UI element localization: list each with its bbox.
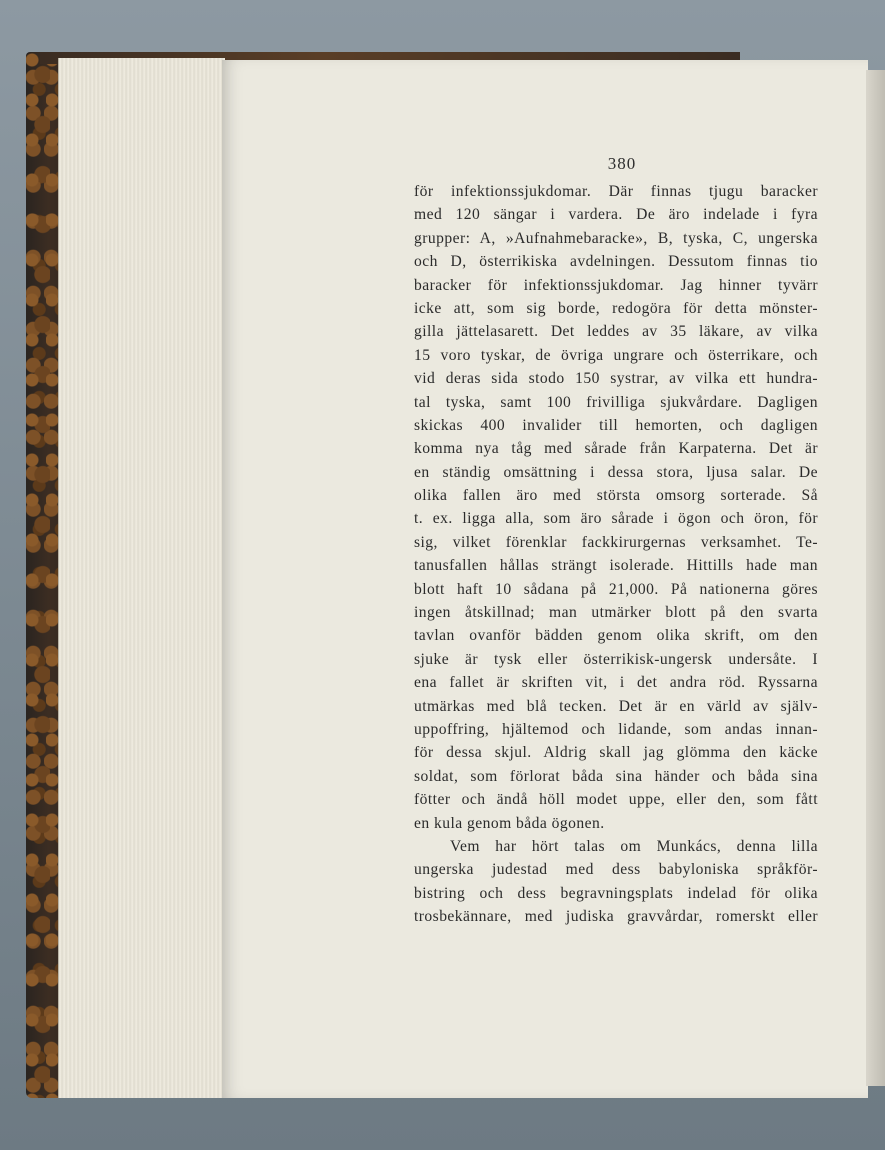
text-line: ena fallet är skriften vit, i det andra röd. Ryssarna xyxy=(414,674,818,692)
page-number: 380 xyxy=(607,154,637,173)
page-right-edge xyxy=(866,70,885,1086)
text-line: och D, österrikiska avdelningen. Dessutom finnas tio xyxy=(414,253,818,271)
text-line: soldat, som förlorat båda sina händer och båda sina xyxy=(414,767,818,785)
text-line: 15 voro tyskar, de övriga ungrare och österrikare, och xyxy=(414,346,818,364)
body-text xyxy=(414,180,818,929)
text-line: tavlan ovanför bädden genom olika skrift, om den xyxy=(414,627,818,645)
text-line: vid deras sida stodo 150 systrar, av vilka ett hundra- xyxy=(414,370,818,388)
text-line: tal tyska, samt 100 frivilliga sjukvårdare. Dagligen xyxy=(414,393,818,411)
text-line: för dessa skjul. Aldrig skall jag glömma den käcke xyxy=(414,744,818,762)
page-stack-edges xyxy=(58,58,225,1098)
text-line: trosbekännare, med judiska gravvårdar, romerskt eller xyxy=(414,908,818,926)
text-line: ingen åtskillnad; man utmärker blott på den svarta xyxy=(414,604,818,622)
text-line: icke att, som sig borde, redogöra för detta mönster- xyxy=(414,299,818,317)
text-line: grupper: A, »Aufnahmebaracke», B, tyska, C, ungerska xyxy=(414,229,818,247)
text-line: uppoffring, hjältemod och lidande, som andas innan- xyxy=(414,720,818,738)
text-line: bistring och dess begravningsplats indelad för olika xyxy=(414,884,818,902)
text-line: för infektionssjukdomar. Där finnas tjugu baracker xyxy=(414,183,818,200)
text-line: med 120 sängar i vardera. De äro indelade i fyra xyxy=(414,206,818,224)
text-line: olika fallen äro med största omsorg sorterade. Så xyxy=(414,487,818,505)
text-line: skickas 400 invalider till hemorten, och dagligen xyxy=(414,416,818,434)
text-line: sjuke är tysk eller österrikisk-ungersk undersåte. I xyxy=(414,650,818,668)
text-line: tanusfallen hållas strängt isolerade. Hittills hade man xyxy=(414,557,818,575)
text-line: sig, vilket förenklar fackkirurgernas verksamhet. Te- xyxy=(414,533,818,551)
text-line: komma nya tåg med sårade från Karpaterna. Det är xyxy=(414,440,818,458)
text-line: utmärkas med blå tecken. Det är en värld av själv- xyxy=(414,697,818,715)
text-line: ungerska judestad med dess babyloniska språkför- xyxy=(414,861,818,879)
text-line: t. ex. ligga alla, som äro sårade i ögon och öron, för xyxy=(414,510,818,528)
text-line: en ständig omsättning i dessa stora, ljusa salar. De xyxy=(414,463,818,481)
text-line: en kula genom båda ögonen. xyxy=(414,814,605,832)
text-line: fötter och ändå höll modet uppe, eller den, som fått xyxy=(414,791,818,809)
text-line: Vem har hört talas om Munkács, denna lilla xyxy=(450,837,818,855)
text-line: gilla jättelasarett. Det leddes av 35 läkare, av vilka xyxy=(414,323,818,341)
text-line: blott haft 10 sådana på 21,000. På nationerna göres xyxy=(414,580,818,598)
text-line: baracker för infektionssjukdomar. Jag hinner tyvärr xyxy=(414,276,818,294)
